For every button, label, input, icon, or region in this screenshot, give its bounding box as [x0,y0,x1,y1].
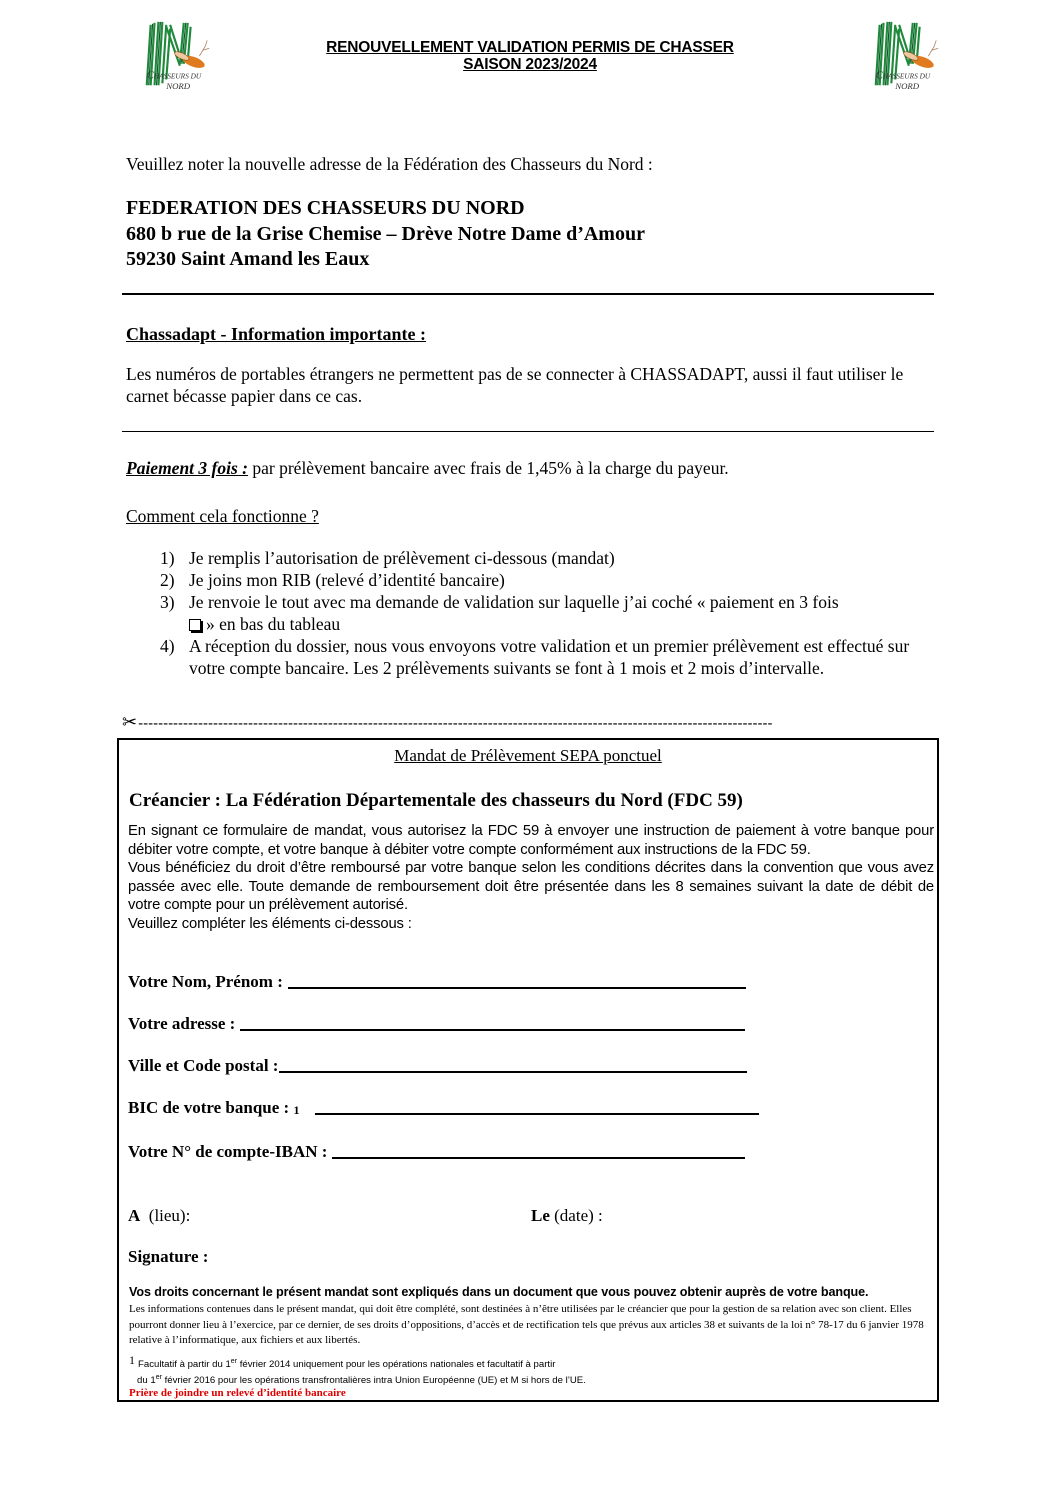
payment-lead: Paiement 3 fois : [126,458,248,478]
sepa-mandate-form [117,738,939,1402]
footnote-marker: 1 [293,1103,300,1117]
step-item [160,547,920,569]
date-label-bold: Le [531,1206,550,1225]
chasseurs-du-nord-logo-icon [866,17,944,95]
divider [122,431,934,432]
footnote-text: du 1 [137,1374,156,1386]
footnote-sup: er [155,1373,162,1381]
creditor-line: Créancier : La Fédération Départementale des chasseurs du Nord (FDC 59) [129,790,743,811]
city-label: Ville et Code postal : [128,1056,279,1075]
how-it-works-title: Comment cela fonctionne ? [126,506,319,526]
svg-text:NORD: NORD [166,81,191,92]
logo-right [866,17,944,95]
address-input[interactable] [240,1028,745,1031]
address-line-1: FEDERATION DES CHASSEURS DU NORD [126,197,525,219]
mandate-paragraph: En signant ce formulaire de mandat, vous autorisez la FDC 59 à envoyer une instruction de paiement à votre banque pour débiter votre compte, et votre banque à débiter votre compte conformément aux instructions de la FDC 59. [128,823,934,858]
step-text: Je joins mon RIB (relevé d’identité bancaire) [189,570,505,590]
step-number: 4) [160,636,175,656]
footnote-sup: er [230,1357,238,1365]
payment-text: par prélèvement bancaire avec frais de 1,45% à la charge du payeur. [248,458,729,478]
signature-field[interactable] [128,1247,208,1267]
city-field[interactable] [128,1056,747,1076]
footnote-number: 1 [129,1353,135,1367]
intro-text: Veuillez noter la nouvelle adresse de la Fédération des Chasseurs du Nord : [126,154,653,174]
scissors-icon: ✂ [122,712,138,732]
privacy-info: Les informations contenues dans le présent mandat, qui doit être complété, sont destinées à n’être utilisées par le créancier que pour la gestion de sa relation avec son client. Elles pourront donner lieu à l’exercice, par ce dernier, de ses droits d’oppositions, d’accès et de rectification tels que prévus aux articles 38 et suivants de la loi n° 78-17 du 6 janvier 1978 relative à l’informatique, aux fichiers et aux libertés. [129,1303,924,1346]
place-label: (lieu): [148,1206,191,1225]
cut-line [122,712,937,733]
dashed-line: ------------------------------------------------------------------------------------------------------------------------------- [138,715,773,732]
date-label: (date) : [554,1206,603,1225]
title-line-1: RENOUVELLEMENT VALIDATION PERMIS DE CHASSER [326,39,734,56]
name-field[interactable] [128,972,746,992]
iban-input[interactable] [332,1156,745,1159]
title-line-2: SAISON 2023/2024 [463,56,597,73]
iban-field[interactable] [128,1142,745,1162]
step-number: 1) [160,548,175,568]
svg-text:CHASSEURS DU: CHASSEURS DU [146,69,202,82]
steps-list [160,547,920,679]
name-label: Votre Nom, Prénom : [128,972,283,991]
footnote [129,1354,937,1387]
step-text: A réception du dossier, nous vous envoyons votre validation et un premier prélèvement est effectué sur votre compte bancaire. Les 2 prélèvements suivants se font à 1 mois et 2 mois d’intervalle. [189,636,910,678]
address-label: Votre adresse : [128,1014,236,1033]
footnote-text: Facultatif à partir du 1 [138,1359,231,1370]
mandate-paragraph: Veuillez compléter les éléments ci-dessous : [128,915,412,932]
signature-label: Signature : [128,1247,209,1266]
step-text: » en bas du tableau [206,614,341,634]
logo-left [137,17,215,95]
step-item [160,635,920,679]
address-field[interactable] [128,1014,745,1034]
document-title [240,39,820,73]
place-label-bold: A [128,1206,141,1225]
mandate-paragraph: Vous bénéficiez du droit d’être remboursé par votre banque selon les conditions décrites dans la convention que vous avez passée avec elle. Toute demande de remboursement doit être présentée dans les 8 semaines suivant la date de débit de votre compte pour un prélèvement autorisé. [128,860,934,913]
step-number: 3) [160,592,175,612]
svg-text:NORD: NORD [895,81,920,92]
address-line-3: 59230 Saint Amand les Eaux [126,248,370,270]
rights-notice: Vos droits concernant le présent mandat sont expliqués dans un document que vous pouvez obtenir auprès de votre banque. [129,1285,869,1299]
step-text: Je remplis l’autorisation de prélèvement ci-dessous (mandat) [189,548,615,568]
step-number: 2) [160,570,175,590]
iban-label: Votre N° de compte-IBAN : [128,1142,328,1161]
step-item [160,569,920,591]
step-text: Je renvoie le tout avec ma demande de validation sur laquelle j’ai coché « paiement en 3 fois [189,592,839,612]
place-field[interactable] [128,1206,190,1226]
federation-address [126,196,645,273]
step-item [160,591,920,635]
chassadapt-text: Les numéros de portables étrangers ne permettent pas de se connecter à CHASSADAPT, aussi il faut utiliser le carnet bécasse papier dans ce cas. [126,364,904,406]
divider [122,293,934,295]
bic-label: BIC de votre banque : [128,1098,290,1117]
mandate-title: Mandat de Prélèvement SEPA ponctuel [394,746,662,765]
name-input[interactable] [288,986,746,989]
address-line-2: 680 b rue de la Grise Chemise – Drève Notre Dame d’Amour [126,222,645,245]
payment-info [126,457,729,479]
checkbox-icon [189,619,201,631]
rib-reminder: Prière de joindre un relevé d’identité bancaire [129,1387,346,1399]
chasseurs-du-nord-logo-icon [137,17,215,95]
footnote-text: février 2016 pour les opérations transfrontalières intra Union Européenne (UE) et M si hors de l’UE. [161,1374,586,1386]
date-field[interactable] [531,1206,603,1226]
city-input[interactable] [279,1070,747,1073]
bic-field[interactable] [128,1098,759,1118]
chassadapt-title: Chassadapt - Information importante : [126,324,427,344]
svg-text:CHASSEURS DU: CHASSEURS DU [875,69,931,82]
footnote-text: février 2014 uniquement pour les opérations nationales et facultatif à partir [237,1359,556,1370]
mandate-body [128,822,934,933]
bic-input[interactable] [315,1112,759,1115]
